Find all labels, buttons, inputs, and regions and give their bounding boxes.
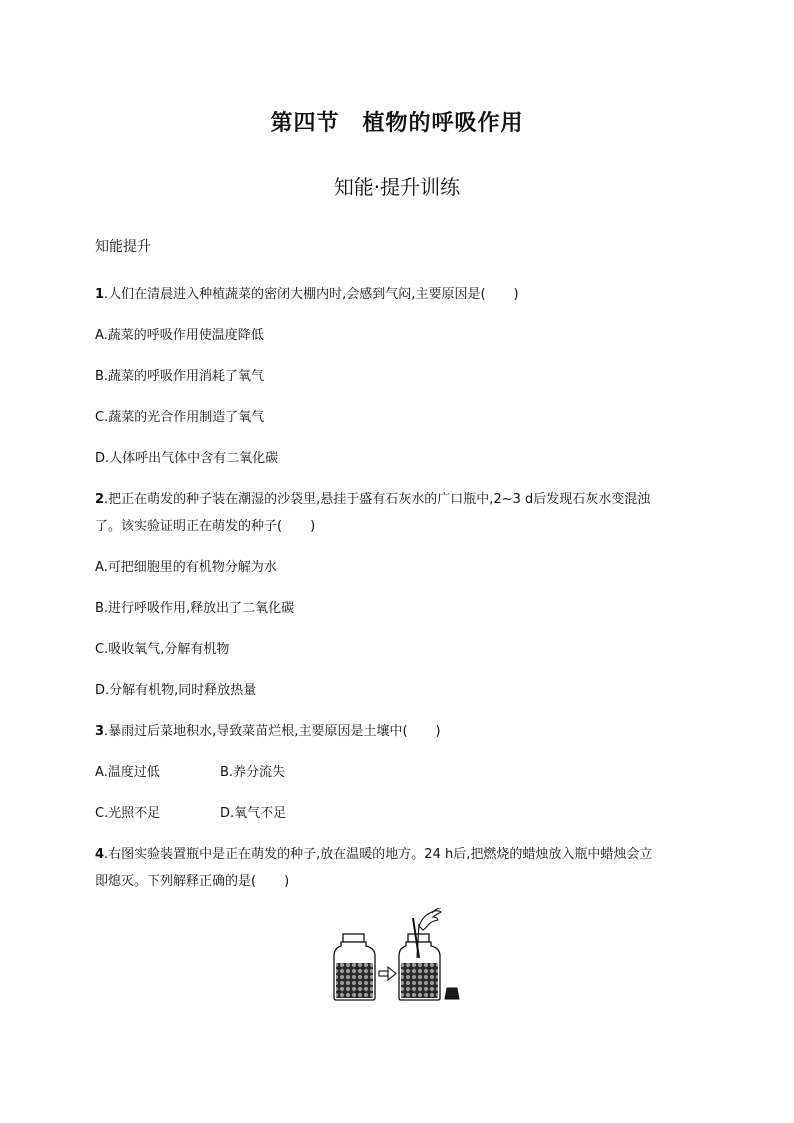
jar-with-candle-icon [399,908,441,1000]
answer-blank-close: ) [284,874,290,889]
question-1-option-d: D.人体呼出气体中含有二氧化碳 [95,451,279,466]
question-1-option-c: C.蔬菜的光合作用制造了氧气 [95,410,265,425]
question-4 [95,847,652,863]
page-title: 第四节 植物的呼吸作用 [270,111,524,136]
question-text-line2: 了。该实验证明正在萌发的种子( [95,519,283,534]
question-2 [95,492,650,508]
question-3-option-b: B.养分流失 [220,765,286,780]
question-text: .人们在清晨进入种植蔬菜的密闭大棚内时,会感到气闷,主要原因是( [104,287,486,302]
question-3-option-d: D.氧气不足 [220,806,287,821]
question-3-option-a: A.温度过低 [95,765,160,780]
question-text-line1: .右图实验装置瓶中是正在萌发的种子,放在温暖的地方。24 h后,把燃烧的蜡烛放入瓶中蜡烛会立 [104,847,653,862]
question-number: 4 [95,847,105,862]
question-4-line2 [95,874,289,890]
question-text-line2: 即熄灭。下列解释正确的是( [95,874,257,889]
question-1-option-b: B.蔬菜的呼吸作用消耗了氧气 [95,369,265,384]
answer-blank-close: ) [310,519,316,534]
candle-block-icon [445,988,459,999]
question-2-line2 [95,519,315,535]
arrow-right-icon [379,967,396,980]
question-text: .暴雨过后菜地积水,导致菜苗烂根,主要原因是土壤中( [104,724,408,739]
question-3 [95,724,441,740]
question-number: 2 [95,492,105,507]
question-2-option-d: D.分解有机物,同时释放热量 [95,683,257,698]
question-text-line1: .把正在萌发的种子装在潮湿的沙袋里,悬挂于盛有石灰水的广口瓶中,2~3 d后发现石灰水变混浊 [104,492,651,507]
question-1-option-a: A.蔬菜的呼吸作用使温度降低 [95,328,264,343]
question-number: 3 [95,724,105,739]
question-1 [95,287,519,303]
question-3-option-c: C.光照不足 [95,806,161,821]
experiment-figure [333,908,463,1004]
question-2-option-b: B.进行呼吸作用,释放出了二氧化碳 [95,601,295,616]
section-heading: 知能提升 [95,239,151,255]
seed-jar-icon [334,934,375,1000]
answer-blank-close: ) [435,724,441,739]
question-number: 1 [95,287,105,302]
page-subtitle: 知能·提升训练 [333,175,461,199]
question-2-option-c: C.吸收氧气,分解有机物 [95,642,230,657]
question-2-option-a: A.可把细胞里的有机物分解为水 [95,560,277,575]
answer-blank-close: ) [513,287,519,302]
